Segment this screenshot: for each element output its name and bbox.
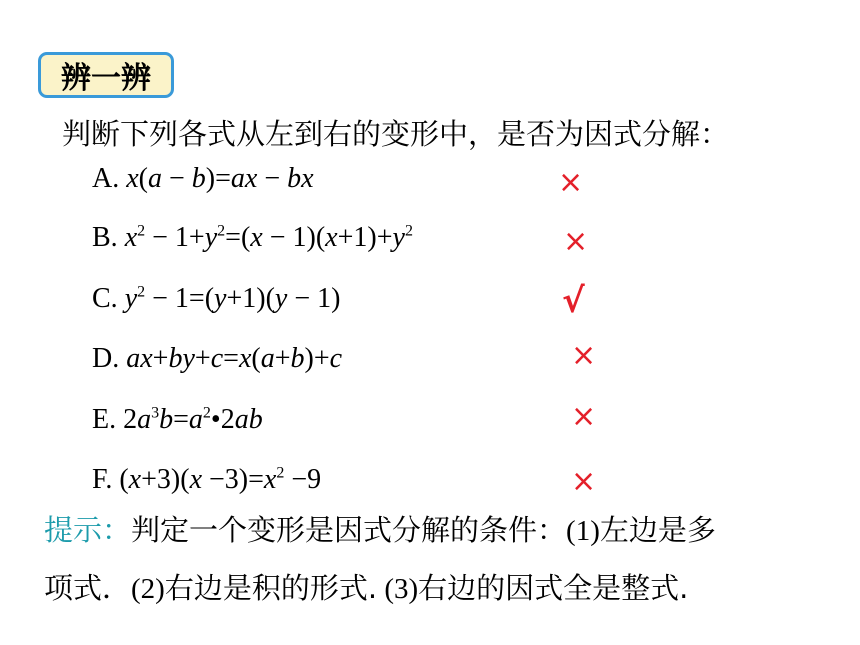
condition-number: (3)	[377, 573, 419, 605]
hint-text: 项式．	[44, 571, 132, 605]
item-f-label: F.	[92, 464, 113, 495]
badge-label: 辨一辨	[61, 61, 151, 96]
condition-number: (1)	[566, 515, 600, 547]
cross-icon: ×	[571, 338, 597, 373]
hint-text: 右边是积的形式.	[164, 571, 378, 605]
hint-line-2	[44, 566, 688, 607]
intro-text: 判断下列各式从左到右的变形中，是否为因式分解：	[62, 117, 730, 151]
item-d-label: D.	[92, 343, 120, 374]
cross-icon: ×	[571, 399, 597, 434]
hint-label: 提示：	[44, 513, 132, 547]
item-c-label: C.	[92, 283, 118, 314]
item-b: B. $x^2 - 1+y^2=(x - 1)(x+1)+y^2$	[92, 222, 413, 253]
cross-icon: ×	[558, 165, 584, 200]
cross-icon: ×	[563, 224, 589, 259]
cross-icon: ×	[571, 464, 597, 499]
item-a-label: A.	[92, 163, 120, 194]
hint-text: 右边的因式全是整式.	[418, 571, 689, 605]
section-badge	[38, 52, 174, 98]
item-e: E. $2a^3b=a^2•2ab$	[92, 404, 263, 435]
condition-number: (2)	[131, 573, 165, 605]
check-icon: √	[562, 281, 585, 321]
hint-text: 判定一个变形是因式分解的条件：	[131, 513, 567, 547]
item-a: A. x(a − b)=ax − bx	[92, 163, 314, 194]
hint-line-1	[44, 508, 716, 549]
item-e-label: E.	[92, 404, 117, 435]
item-b-label: B.	[92, 222, 118, 253]
item-c: C. $y^2 - 1=(y+1)(y - 1)$	[92, 283, 341, 314]
item-f: F. $(x+3)(x -3)=x^2 -9$	[92, 464, 322, 495]
hint-text: 左边是多	[599, 513, 716, 547]
item-d: D. ax+by+c=x(a+b)+c	[92, 343, 343, 374]
